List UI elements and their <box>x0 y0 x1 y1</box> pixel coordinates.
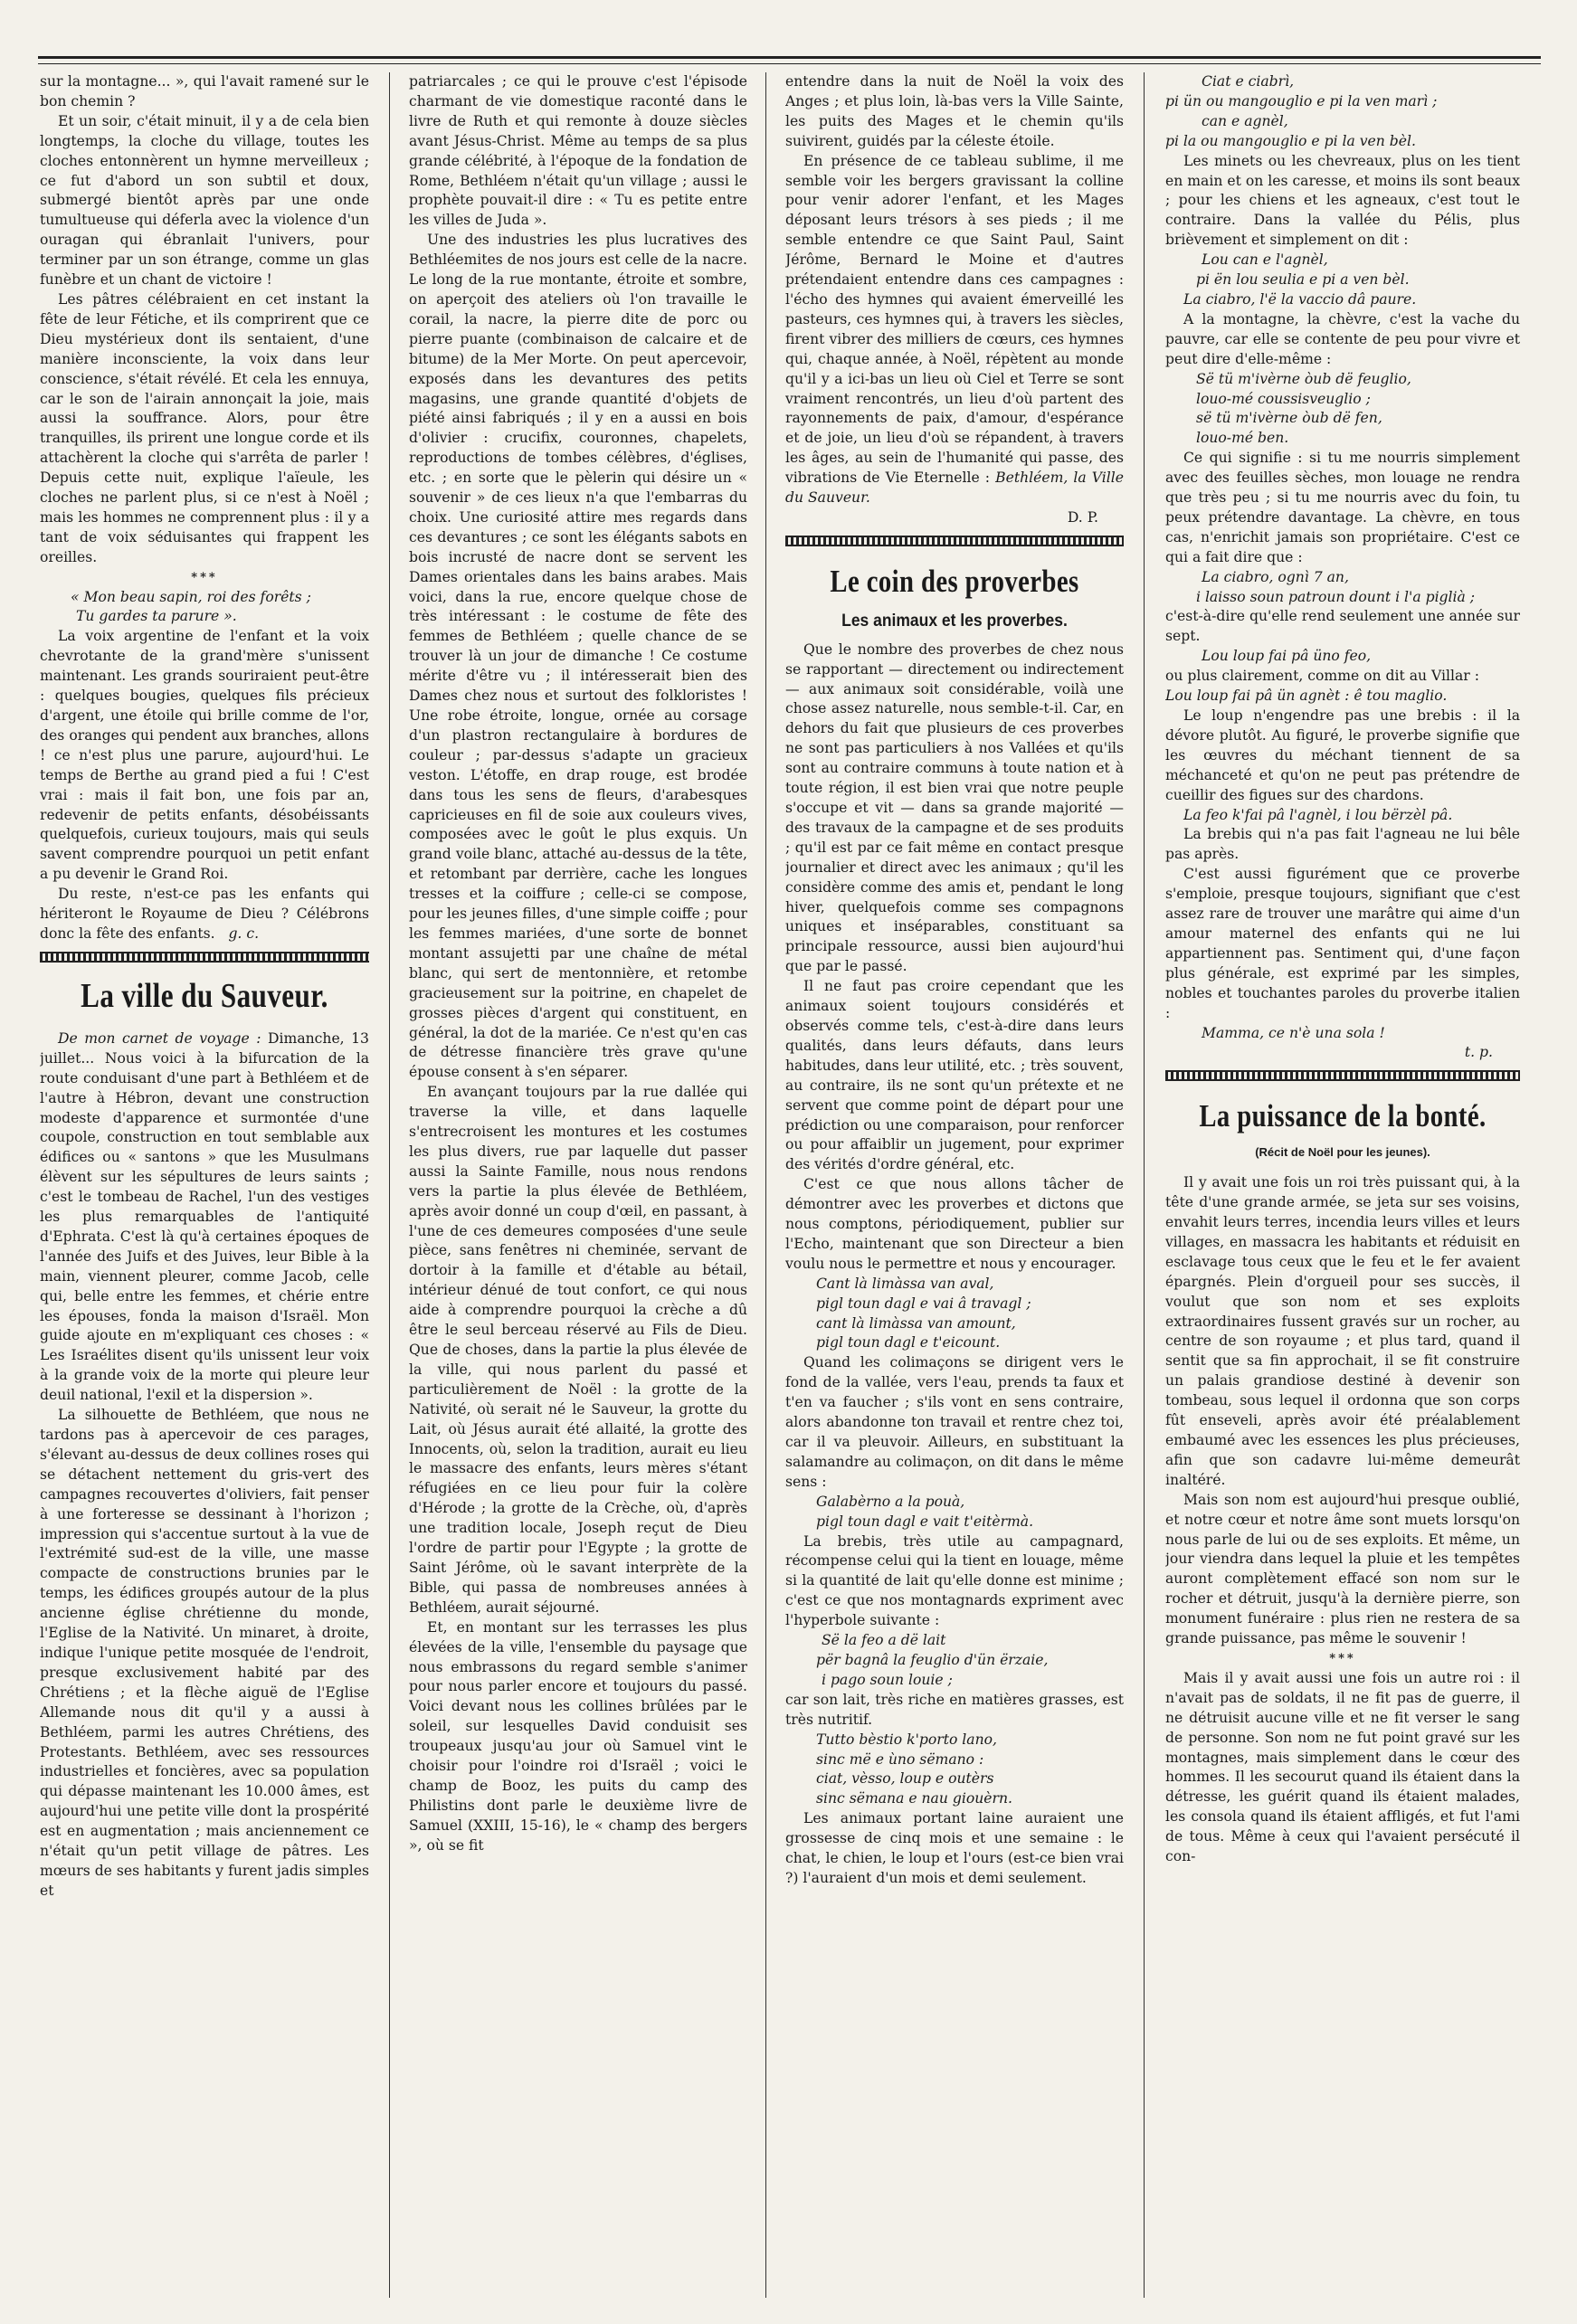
column-divider <box>1144 72 1145 2298</box>
proverb-line: pigl toun dagl e vai â travagl ; <box>816 1295 1031 1312</box>
paragraph: patriarcales ; ce qui le prouve c'est l'épisode charmant de vie domestique raconté dans le livre de Ruth et qui remonte à douze siècles avant Jésus-Christ. Même au temps de sa plus grande célébrité, à l'époque de la fondation de Rome, Bethléem n'était qu'un village ; aussi le prophète pouvait-il dire : « Tu es petite entre les villes de Juda ». <box>409 73 747 229</box>
top-rule <box>38 56 1541 59</box>
paragraph: Les minets ou les chevreaux, plus on les tient en main et on les caresse, et moins ils sont beaux ; pour les chiens et les agneaux, c'est tout le contraire. Dans la vallée du Pélis, plus brièvement et simplement on dit : <box>1165 152 1520 249</box>
proverb-line: Tutto bèstio k'porto lano, <box>816 1731 997 1748</box>
paragraph: Ce qui signifie : si tu me nourris simplement avec des feuilles sèches, mon louage ne rendra que très peu ; si tu me nourris avec du foin, tu peux prétendre davantage. La chèvre, en tous cas, n'enrichit jamais son propriétaire. C'est ce qui a fait dire que : <box>1165 450 1520 565</box>
signature: t. p. <box>1464 1044 1493 1061</box>
article-subtitle: Les animaux et les proverbes. <box>841 611 1068 631</box>
paragraph: En avançant toujours par la rue dallée qui traverse la ville, et dans laquelle s'entrecroisent les montures et les costumes les plus divers, rue par laquelle dut passer aussi la Sainte Famille, nous nous rendons vers la partie la plus élevée de Bethléem, après avoir donné un coup d'œil, en passant, à l'une de ces demeures composées d'une seule pièce, sans fenêtres ni cheminée, servant de dortoir à la famille et d'étable au bétail, intérieur dénué de tout confort, ce qui nous aide à comprendre pourquoi la crèche a dû être le seul berceau réservé au Fils de Dieu. Que de choses, dans la partie la plus élevée de la ville, qui nous parlent du passé et particulièrement de Noël : la grotte de la Nativité, où serait né le Sauveur, la grotte du Lait, où Jésus aurait été allaité, la grotte des Innocents, où, selon la tradition, aurait eu lieu le massacre des enfants, leurs mères s'étant réfugiées en ce lieu pour fuir la colère d'Hérode ; la grotte de la Crèche, où, d'après une tradition locale, Joseph reçut de Dieu l'ordre de partir pour l'Egypte ; la grotte de Saint Jérôme, où le savant interprète de la Bible, qui passa de nombreuses années à Bethléem, aurait séjourné. <box>409 1084 747 1616</box>
paragraph: La silhouette de Bethléem, que nous ne tardons pas à apercevoir de ces parages, s'élevant au-dessus de deux collines roses qui se détachent nettement du gris-vert des campagnes recouvertes d'oliviers, fait penser à une forteresse se dessinant à l'horizon ; impression qui s'accentue surtout à la vue de l'extrémité sud-est de la ville, une masse compacte de constructions brunies par le temps, les édifices groupés autour de la plus ancienne église chrétienne du monde, l'Eglise de la Nativité. Un minaret, à droite, indique l'unique petite mosquée de l'endroit, presque exclusivement habité par des Chrétiens ; et la flèche aiguë de l'Eglise Allemande nous dit qu'il y a aussi à Bethléem, parmi les autres Chrétiens, des Protestants. Bethléem, avec ses ressources industrielles et foncières, avec sa population qui dépasse maintenant les 10.000 âmes, est aujourd'hui une petite ville dont la prospérité est en augmentation ; mais anciennement ce n'était qu'un petit village de pâtres. Les mœurs de ses habitants y furent jadis simples et <box>40 1407 369 1899</box>
proverb-line: pi ün ou mangouglio e pi la ven marì ; <box>1165 92 1438 109</box>
paragraph: Les pâtres célébraient en cet instant la fête de leur Fétiche, et ils comprirent que ce Dieu mystérieux dont ils sentaient, d'une manière inconsciente, la voix dans leur conscience, s'était révélé. Et cela les ennuya, car le son de l'airain annonçait la joie, mais aussi la souffrance. Alors, pour être tranquilles, ils prirent une longue corde et ils attachèrent la cloche qui s'arrêta de parler ! Depuis cette nuit, explique l'aïeule, les cloches ne parlent plus, si ce n'est à Noël ; mais les hommes ne comprennent plus : il y a tant de voix séduisantes qui frappent les oreilles. <box>40 290 369 565</box>
proverb-line: Lou can e l'agnèl, <box>1202 251 1328 269</box>
column-3 <box>785 72 1124 2293</box>
signature: D. P. <box>1067 508 1098 526</box>
proverb-line: i pago soun louie ; <box>822 1671 953 1688</box>
top-rule-thin <box>38 63 1541 64</box>
paragraph: Quand les colimaçons se dirigent vers le fond de la vallée, vers l'eau, prends ta faux et t'en va faucher ; s'ils vont en sens contraire, alors abandonne ton travail et rentre chez toi, car il va pleuvoir. Ailleurs, en substituant la salamandre au colimaçon, on dit dans le même sens : <box>785 1354 1124 1490</box>
proverb-line: i laisso soun patroun dount i l'a piglià ; <box>1196 588 1476 605</box>
article-title: Le coin des proverbes <box>830 563 1079 599</box>
paragraph: Et, en montant sur les terrasses les plus élevées de la ville, l'ensemble du paysage que nous embrassons du regard semble s'animer pour nous parler encore et toujours du passé. Voici devant nous les collines brûlées par le soleil, sur lesquelles David conduisit ses troupeaux jusqu'au jour où Samuel vint le choisir pour l'oindre roi d'Israël ; voici le champ de Booz, les puits du camp des Philistins dont parle le deuxième livre de Samuel (XXIII, 15-16), le « champ des bergers », où se fit <box>409 1618 747 1854</box>
proverb-line: Lou loup fai pâ üno feo, <box>1202 648 1372 665</box>
proverb-line: sinc sëmana e nau giouèrn. <box>816 1790 1012 1807</box>
lead-text: De mon carnet de voyage : <box>58 1029 261 1047</box>
proverb-line: La ciabro, ognì 7 an, <box>1202 568 1349 585</box>
paragraph: Il ne faut pas croire cependant que les animaux soient toujours considérés et observés comme tels, c'est-à-dire dans leurs qualités, dans leurs défauts, dans leurs habitudes, dans leur utilité, etc. ; très souvent, au contraire, ils ne sont qu'un prétexte et ne servent que comme point de départ pour une prédiction ou une comparaison, pour renforcer ou pour affaiblir un jugement, pour exprimer des vérités d'ordre général, etc. <box>785 978 1124 1173</box>
proverb-line: pi la ou mangouglio e pi la ven bèl. <box>1165 132 1416 149</box>
proverb-line: për bagnâ la feuglio d'ün ërzaie, <box>816 1651 1049 1668</box>
paragraph: La brebis, très utile au campagnard, récompense celui qui la tient en louage, même si la quantité de lait qu'elle donne est minime ; c'est ce que nos montagnards expriment avec l'hyperbole suivante : <box>785 1532 1124 1629</box>
quote-line: « Mon beau sapin, roi des forêts ; <box>71 588 311 605</box>
section-separator: *** <box>1329 1651 1356 1665</box>
paragraph <box>40 1029 369 1406</box>
emphasis: Bethléem, la Ville du Sauveur. <box>785 470 1124 507</box>
paragraph: ou plus clairement, comme on dit au Villar : <box>1165 668 1479 685</box>
column-1 <box>40 72 369 2293</box>
paragraph: Le loup n'engendre pas une brebis : il la dévore plutôt. Au figuré, le proverbe signifie que les œuvres du méchant tiennent de sa méchanceté et qu'on ne peut pas prétendre de cueillir des figues sur des chardons. <box>1165 707 1520 803</box>
paragraph: A la montagne, la chèvre, c'est la vache du pauvre, car elle se contente de peu pour vivre et peut dire d'elle-même : <box>1165 310 1520 367</box>
paragraph: Il y avait une fois un roi très puissant qui, à la tête d'une grande armée, se jeta sur ses voisins, envahit leurs terres, incendia leurs villes et leurs villages, en massacra les habitants et réduisit en esclavage tous ceux que le feu et le fer avaient épargnés. Plein d'orgueil pour ses succès, il voulut que son nom et ses exploits extraordinaires fussent gravés sur un rocher, au centre de son royaume ; et plus tard, quand il sentit que sa fin approchait, il se fit construire un palais grandiose destiné à devenir son tombeau, sous lequel il ordonna que son corps fût enseveli, après avoir été préalablement embaumé avec les essences les plus précieuses, afin que son cadavre lui-même demeurât inaltéré. <box>1165 1174 1520 1488</box>
proverb-line: La feo k'fai pâ l'agnèl, i lou bërzèl pâ. <box>1183 806 1453 823</box>
proverb-line: louo-mé ben. <box>1196 430 1289 447</box>
paragraph: entendre dans la nuit de Noël la voix des Anges ; et plus loin, là-bas vers la Ville Sainte, les puits des Mages et le chemin qu'ils suivirent, guidés par la céleste étoile. <box>785 73 1124 149</box>
proverb-line: Mamma, ce n'è una sola ! <box>1202 1024 1385 1041</box>
column-divider <box>389 72 390 2298</box>
proverb-line: Cant là limàssa van aval, <box>816 1275 994 1292</box>
paragraph: Mais il y avait aussi une fois un autre roi : il n'avait pas de soldats, il ne fit pas de guerre, il ne détruisit aucune ville et ne fit verser le sang de personne. Son nom ne fut point gravé sur les montagnes, mais simplement dans le cœur des hommes. Il les secourut quand ils étaient dans la détresse, les guérit quand ils étaient malades, les consola quand ils étaient affligés, et fut l'ami de tous. Même à ceux qui l'avaient persécuté il con- <box>1165 1669 1520 1865</box>
paragraph: La voix argentine de l'enfant et la voix chevrotante de la grand'mère s'unissent maintenant. Les grands souriraient peut-être : quelques bougies, quelques fils précieux d'argent, une étoile qui brille comme de l'or, des oranges qui pendent aux branches, allons ! ce n'est plus une parure, aujourd'hui. Le temps de Berthe au grand pied a fui ! C'est vrai : mais il fait bon, une fois par an, redevenir de petits enfants, désobéissants quelquefois, curieux toujours, mais qui seuls savent comprendre pourquoi un petit enfant a pu devenir le Grand Roi. <box>40 628 369 883</box>
proverb-line: can e agnèl, <box>1202 112 1288 129</box>
column-divider <box>765 72 766 2298</box>
proverb-line: La ciabro, l'ë la vaccio dâ paure. <box>1183 290 1417 308</box>
paragraph: C'est aussi figurément que ce proverbe s'emploie, presque toujours, signifiant que c'est assez rare de trouver une marâtre qui aime d'un amour maternel des enfants qui ne lui appartiennent pas. Sentiment qui, d'une façon plus générale, est exprimé par les simples, nobles et touchantes paroles du proverbe italien : <box>1165 866 1520 1021</box>
section-separator: *** <box>191 570 218 584</box>
paragraph-text: En présence de ce tableau sublime, il me semble voir les bergers gravissant la colline pour venir adorer l'enfant, et les Mages déposant leurs trésors à ses pieds ; il me semble entendre ce que Saint Paul, Saint Jérôme, Bernard le Moine et d'autres prétendaient entendre dans ces campagnes : l'écho des hymnes qui avaient émerveillé les pasteurs, ces hymnes qui, à travers les siècles, firent vibrer des milliers de cœurs, ces hymnes qui, chaque année, à Noël, répètent au monde qu'il y a ici-bas un lieu où Ciel et Terre se sont vraiment rencontrés, un lieu d'où partent des rayonnements de paix, d'amour, d'espérance et de joie, un lieu d'où se répandent, à travers les âges, au sein de l'humanité qui passe, des vibrations de Vie Eternelle : <box>785 152 1124 487</box>
proverb-line: Së la feo a dë lait <box>822 1632 946 1649</box>
proverb-line: Galabèrno a la pouà, <box>816 1493 965 1510</box>
proverb-line: sinc më e ùno sëmano : <box>816 1750 984 1768</box>
paragraph <box>40 885 369 944</box>
signature: g. c. <box>228 925 260 942</box>
proverb-line: louo-mé coussisveuglio ; <box>1196 390 1371 407</box>
paragraph: car son lait, très riche en matières grasses, est très nutritif. <box>785 1691 1124 1728</box>
proverb-line: Lou loup fai pâ ün agnèt : ê tou maglio. <box>1165 688 1448 705</box>
paragraph: Et un soir, c'était minuit, il y a de cela bien longtemps, la cloche du village, toutes les cloches entonnèrent un hymne merveilleux ; ce fut d'abord un son subtil et doux, submergé bientôt après par une onde tumultueuse qui déferla avec la violence d'un ouragan qui ébranlait l'univers, pour terminer par un son étrange, comme un glas funèbre et un chant de victoire ! <box>40 112 369 289</box>
paragraph: Une des industries les plus lucratives des Bethléemites de nos jours est celle de la nacre. Le long de la rue montante, étroite et sombre, on aperçoit des ateliers où l'on travaille le corail, la nacre, la pierre dite de porc ou pierre puante (combinaison de calcaire et de bitume) de la Mer Morte. On peut apercevoir, exposés dans les devantures des petits magasins, une grande quantité d'objets de piété ainsi fabriqués ; il y en a aussi en bois d'olivier : crucifix, couronnes, chapelets, reproductions de tombes célèbres, d'églises, etc. ; en sorte que le pèlerin qui désire un « souvenir » de ces lieux n'a que l'embarras du choix. Une curiosité attire mes regards dans ces devantures ; ce sont les élégants sabots en bois incrusté de nacre dont se servent les Dames orientales dans les bains arabes. Mais voici, dans la rue, encore quelque chose de très intéressant : le costume de fête des femmes de Bethléem ; quelle chance de se trouver là un jour de dimanche ! Ce costume mérite d'être vu ; il intéresserait bien des Dames chez nous et surtout des folkloristes ! Une robe étroite, longue, ornée au corsage d'un plastron rectangulaire à bordures de couleur ; par-dessus s'adapte un gracieux veston. L'étoffe, en drap rouge, est brodée dans tous les sens de fleurs, d'arabesques capricieuses en fil de soie aux couleurs vives, composées avec le goût le plus exquis. Un grand voile blanc, attaché au-dessus de la tête, et retombant par derrière, cache les longues tresses et la coiffure ; celle-ci se compose, pour les jeunes filles, d'une simple coiffe ; pour les femmes mariées, d'une sorte de bonnet montant assujetti par une chaîne de métal blanc, qui sert de mentonnière, et retombe gracieusement sur la poitrine, en chapelet de grosses pièces d'argent qui constituent, en général, la dot de la mariée. Ce n'est qu'en cas de détresse financière très grave qu'une épouse consent à s'en séparer. <box>409 232 747 1081</box>
paragraph <box>785 152 1124 508</box>
proverb-line: pigl toun dagl e vait t'eitèrmà. <box>816 1513 1034 1530</box>
paragraph: sur la montagne... », qui l'avait ramené sur le bon chemin ? <box>40 73 369 109</box>
proverb-line: cant là limàssa van amount, <box>816 1314 1016 1332</box>
column-2 <box>409 72 747 2293</box>
paragraph: Que le nombre des proverbes de chez nous se rapportant — directement ou indirectement — aux animaux soit considérable, voilà une chose assez naturelle, nous semble-t-il. Car, en dehors du fait que plusieurs de ces proverbes ne sont pas particuliers à nos Vallées et qu'ils sont au contraire communs à toute nation et à toute région, il est bien vrai que notre peuple s'occupe et vit — dans sa grande majorité — des travaux de la campagne et de ses produits ; qu'il est par ce fait même en contact presque journalier et direct avec les animaux ; qu'il les considère comme des amis et, pendant le long hiver, quelquefois comme ses compagnons uniques et inséparables, constituant sa principale ressource, aussi bien aujourd'hui que par le passé. <box>785 640 1124 975</box>
ornamental-divider <box>1165 1070 1520 1081</box>
quote-line: Tu gardes ta parure ». <box>76 608 237 625</box>
paragraph-text: Dimanche, 13 juillet... Nous voici à la bifurcation de la route conduisant d'une part à Bethléem et de l'autre à Hébron, devant une construction modeste d'apparence et surmontée d'une coupole, construction en tout semblable aux édifices ou « santons » que les Musulmans élèvent sur les sépultures de leurs saints ; c'est le tombeau de Rachel, l'un des vestiges les plus remarquables de l'antiquité d'Ephrata. C'est là qu'à certaines époques de l'année des Juifs et des Juives, leur Bible à la main, viennent pleurer, comme Jacob, celle qui, belle entre les femmes, et chérie entre les épouses, fonda la maison d'Israël. Mon guide ajoute en m'expliquant ces choses : « Les Israélites disent qu'ils unissent leur voix à la grande voix de la morte qui pleure leur deuil national, l'exil et la dispersion ». <box>40 1029 369 1404</box>
ornamental-divider <box>785 536 1124 546</box>
paragraph: c'est-à-dire qu'elle rend seulement une année sur sept. <box>1165 608 1520 645</box>
article-title: La ville du Sauveur. <box>81 976 328 1015</box>
paragraph-text: Du reste, n'est-ce pas les enfants qui hériteront le Royaume de Dieu ? Célébrons donc la fête des enfants. <box>40 886 369 942</box>
article-subtitle: (Récit de Noël pour les jeunes). <box>1255 1145 1430 1160</box>
proverb-line: së tü m'ivèrne òub dë fen, <box>1196 410 1382 427</box>
paragraph: C'est ce que nous allons tâcher de démontrer avec les proverbes et dictons que nous comptons, périodiquement, publier sur l'Echo, maintenant que son Directeur a bien voulu nous le permettre et nous y encourager. <box>785 1176 1124 1272</box>
article-title: La puissance de la bonté. <box>1199 1098 1487 1134</box>
paragraph: Mais son nom est aujourd'hui presque oublié, et notre cœur et notre âme sont muets lorsqu'on nous parle de lui ou de ses exploits. Et même, un jour viendra dans lequel la pluie et les tempêtes auront complètement effacé son nom sur le rocher et détruit, jusqu'à la dernière pierre, son monument funéraire : plus rien ne restera de sa grande puissance, pas même le souvenir ! <box>1165 1491 1520 1647</box>
proverb-line: pigl toun dagl e t'eicount. <box>816 1334 1001 1352</box>
paragraph: Les animaux portant laine auraient une grossesse de cinq mois et une semaine : le chat, le chien, le loup et l'ours (est-ce bien vrai ?) l'auraient d'un mois et demi seulement. <box>785 1810 1124 1886</box>
proverb-line: ciat, vèsso, loup e outèrs <box>816 1770 994 1788</box>
proverb-line: Ciat e ciabrì, <box>1202 73 1295 90</box>
proverb-line: pi ën lou seulia e pi a ven bèl. <box>1196 271 1410 289</box>
paragraph: La brebis qui n'a pas fait l'agneau ne lui bêle pas après. <box>1165 826 1520 863</box>
column-4 <box>1165 72 1520 2293</box>
ornamental-divider <box>40 952 369 963</box>
proverb-line: Së tü m'ivèrne òub dë feuglio, <box>1196 370 1411 387</box>
